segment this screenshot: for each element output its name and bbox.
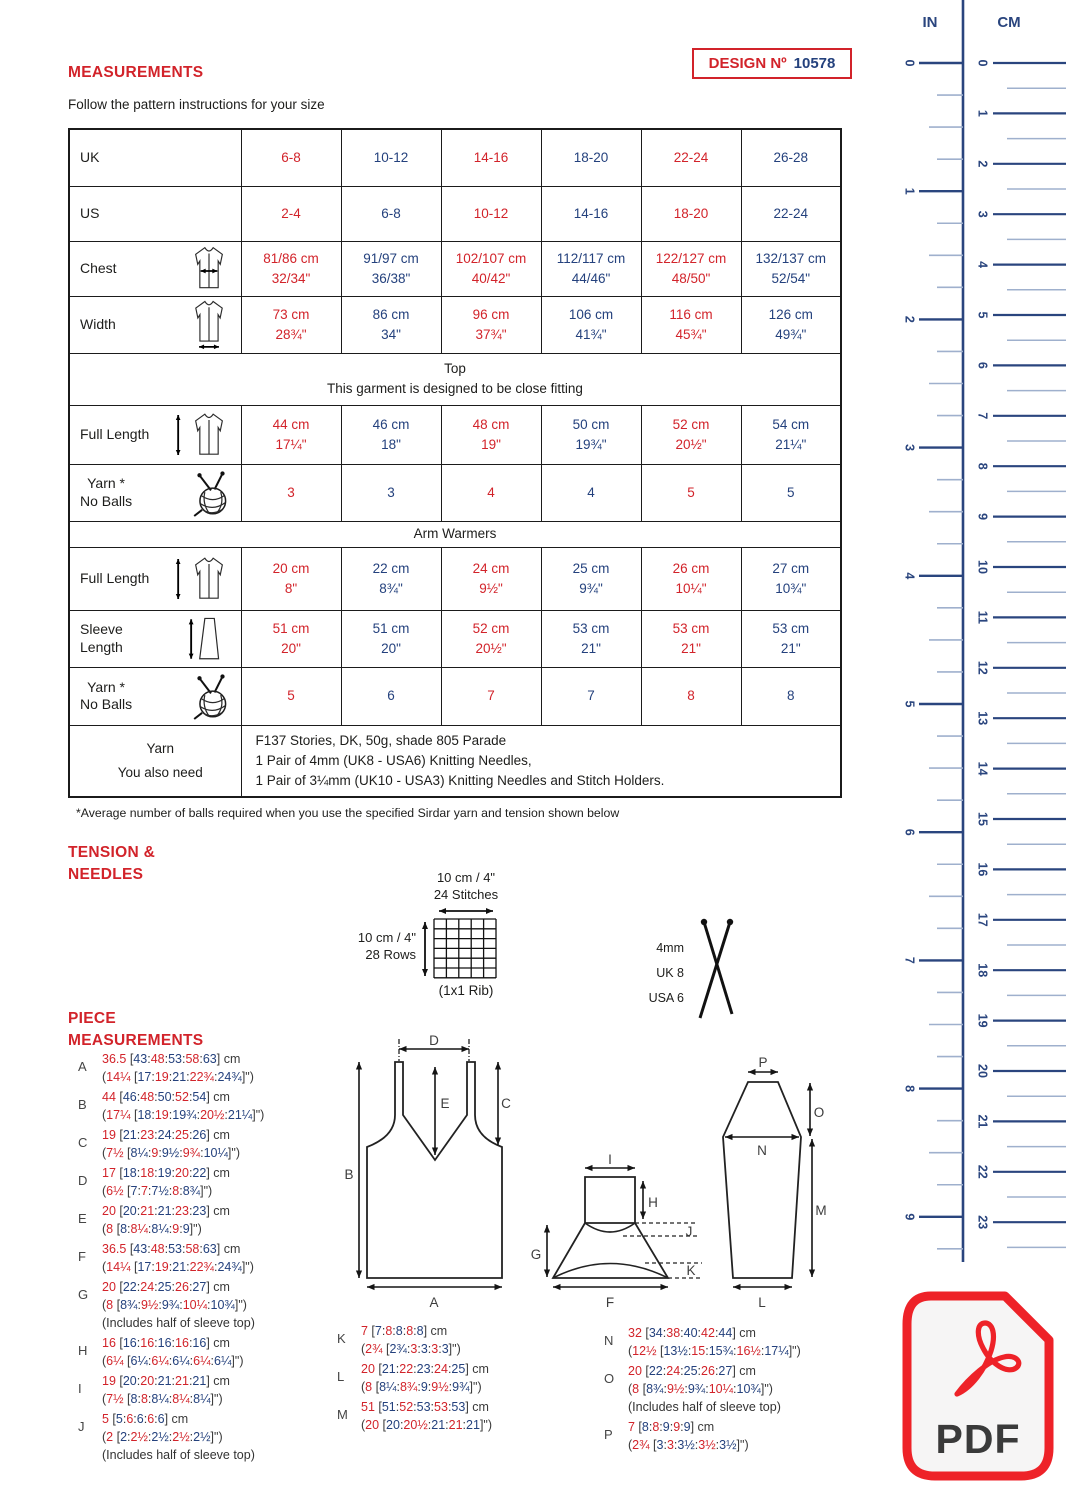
tension-rows-line2: 28 Rows (365, 947, 416, 962)
piece-heading-line2: MEASUREMENTS (68, 1032, 204, 1049)
needle-size-usa: USA 6 (648, 991, 684, 1005)
svg-text:3: 3 (975, 210, 990, 218)
measure-value: 3 (241, 464, 341, 521)
svg-text:19: 19 (975, 1013, 990, 1028)
pdf-badge[interactable] (901, 1290, 1055, 1487)
measure-value: 50 cm 19¾" (541, 405, 641, 464)
pdf-label: PDF (935, 1416, 1021, 1462)
piece-values: 44 [46:48:50:52:54] cm (17¼ [18:19:19¾:20½:21¼]") (102, 1090, 265, 1122)
piece-item-K (337, 1322, 492, 1358)
piece-list-a-j (78, 1050, 264, 1466)
section-cell: Top This garment is designed to be close fitting (69, 353, 841, 405)
measure-value: 2-4 (241, 186, 341, 241)
piece-item-D (78, 1164, 264, 1200)
svg-text:4: 4 (975, 261, 990, 269)
svg-text:IN: IN (922, 14, 938, 31)
measure-value: 51 cm 20" (341, 610, 441, 667)
svg-text:7: 7 (902, 956, 917, 964)
measure-value: 112/117 cm 44/46" (541, 241, 641, 296)
measure-label: US (69, 186, 241, 241)
svg-text:7: 7 (975, 412, 990, 420)
svg-text:D: D (429, 1035, 439, 1048)
measure-value: 5 (641, 464, 741, 521)
svg-text:6: 6 (975, 361, 990, 369)
svg-text:15: 15 (975, 812, 990, 826)
design-label: DESIGN Nº (708, 55, 787, 72)
measure-value: 46 cm 18" (341, 405, 441, 464)
measure-value: 53 cm 21" (741, 610, 841, 667)
measure-label: Yarn * No Balls (69, 464, 241, 521)
svg-text:I: I (608, 1152, 612, 1167)
design-number: 10578 (793, 55, 836, 72)
piece-item-C (78, 1126, 264, 1162)
piece-item-E (78, 1202, 264, 1238)
sleeve-length-icon (186, 614, 234, 664)
svg-text:6: 6 (902, 828, 917, 836)
measure-value: 5 (241, 667, 341, 725)
piece-measurements-heading (68, 1008, 203, 1052)
piece-item-J (78, 1410, 264, 1464)
svg-text:10: 10 (975, 560, 990, 574)
measure-value: 53 cm 21" (541, 610, 641, 667)
measure-value: 27 cm 10¾" (741, 547, 841, 610)
measure-value: 4 (541, 464, 641, 521)
measure-value: 122/127 cm 48/50" (641, 241, 741, 296)
needle-sizes (612, 936, 684, 1011)
svg-text:8: 8 (902, 1085, 917, 1093)
svg-text:L: L (758, 1295, 766, 1310)
measure-value: 18-20 (641, 186, 741, 241)
tension-swatch-grid (433, 918, 497, 984)
measure-value: 102/107 cm 40/42" (441, 241, 541, 296)
yarn-info-text: F137 Stories, DK, 50g, shade 805 Parade 1 Pair of 4mm (UK8 - USA6) Knitting Needles, 1 Pair of 3¼mm (UK10 - USA3) Knitting Needles and Stitch Holders. (241, 725, 841, 797)
measure-row (69, 186, 841, 241)
measure-value: 132/137 cm 52/54" (741, 241, 841, 296)
svg-text:1: 1 (902, 187, 917, 195)
svg-text:K: K (686, 1263, 696, 1278)
measure-label: Sleeve Length (69, 610, 241, 667)
svg-text:F: F (605, 1295, 615, 1310)
svg-text:11: 11 (975, 610, 990, 625)
piece-item-N (604, 1324, 801, 1360)
svg-text:H: H (648, 1195, 658, 1210)
svg-text:18: 18 (975, 963, 990, 978)
piece-letter: F (78, 1249, 86, 1264)
svg-text:C: C (501, 1096, 511, 1111)
svg-text:B: B (344, 1167, 354, 1182)
measure-value: 5 (741, 464, 841, 521)
svg-text:A: A (429, 1295, 439, 1310)
measure-row (69, 464, 841, 521)
tension-rows-label (344, 929, 416, 963)
svg-text:9: 9 (902, 1213, 917, 1221)
measure-label: Full Length (69, 405, 241, 464)
svg-text:0: 0 (902, 59, 917, 67)
piece-letter: I (78, 1381, 82, 1396)
measure-row (69, 547, 841, 610)
piece-values: 7 [7:8:8:8:8] cm (2¾ [2¾:3:3:3:3]") (361, 1324, 461, 1356)
piece-values: 20 [22:24:25:26:27] cm (8 [8¾:9½:9¾:10¼:10¾]") (Includes half of sleeve top) (102, 1280, 255, 1330)
measure-label: UK (69, 129, 241, 186)
measure-value: 18-20 (541, 129, 641, 186)
measure-value: 91/97 cm 36/38" (341, 241, 441, 296)
piece-list-n-p (604, 1324, 801, 1456)
measure-value: 8 (741, 667, 841, 725)
measure-value: 81/86 cm 32/34" (241, 241, 341, 296)
piece-letter: L (337, 1369, 345, 1384)
yarn-ball-icon (188, 468, 234, 518)
tension-rib-caption: (1x1 Rib) (438, 983, 494, 998)
measure-value: 25 cm 9¾" (541, 547, 641, 610)
svg-text:G: G (530, 1247, 542, 1262)
svg-text:20: 20 (975, 1064, 990, 1078)
measure-row (69, 610, 841, 667)
piece-letter: B (78, 1097, 87, 1112)
svg-text:16: 16 (975, 862, 990, 877)
measure-label: Yarn * No Balls (69, 667, 241, 725)
measure-value: 6-8 (241, 129, 341, 186)
piece-letter: A (78, 1059, 87, 1074)
svg-text:21: 21 (975, 1114, 990, 1129)
piece-letter: M (337, 1407, 348, 1422)
piece-item-F (78, 1240, 264, 1276)
piece-letter: J (78, 1419, 85, 1434)
svg-text:5: 5 (975, 311, 990, 319)
svg-text:5: 5 (902, 700, 917, 708)
measure-row (69, 667, 841, 725)
piece-values: 36.5 [43:48:53:58:63] cm (14¼ [17:19:21:22¾:24¾]") (102, 1052, 254, 1084)
piece-letter: O (604, 1371, 615, 1386)
piece-values: 19 [20:20:21:21:21] cm (7½ [8:8:8¼:8¼:8¼]") (102, 1374, 230, 1406)
piece-item-H (78, 1334, 264, 1370)
ruler (893, 0, 1066, 1283)
rows-arrow (419, 919, 431, 984)
garment-length-icon (174, 555, 234, 603)
svg-text:M: M (815, 1203, 827, 1218)
measure-value: 14-16 (541, 186, 641, 241)
garment-length-icon (174, 411, 234, 459)
measure-row (69, 296, 841, 353)
measure-value: 86 cm 34" (341, 296, 441, 353)
measure-value: 22-24 (741, 186, 841, 241)
measure-value: 14-16 (441, 129, 541, 186)
piece-list-k-m (337, 1322, 492, 1436)
svg-text:8: 8 (975, 462, 990, 470)
svg-text:14: 14 (975, 761, 990, 776)
measure-value: 106 cm 41¾" (541, 296, 641, 353)
piece-values: 19 [21:23:24:25:26] cm (7½ [8¼:9:9½:9¾:10¼]") (102, 1128, 240, 1160)
yarn-info-label: Yarn You also need (69, 725, 241, 797)
measure-value: 44 cm 17¼" (241, 405, 341, 464)
measure-value: 54 cm 21¼" (741, 405, 841, 464)
garment-chest-icon (184, 245, 234, 292)
measure-value: 10-12 (341, 129, 441, 186)
piece-letter: G (78, 1287, 89, 1302)
piece-values: 20 [20:21:21:23:23] cm (8 [8:8¼:8¼:9:9]") (102, 1204, 230, 1236)
measurements-heading: MEASUREMENTS (68, 64, 204, 81)
measure-value: 51 cm 20" (241, 610, 341, 667)
piece-letter: N (604, 1333, 614, 1348)
measure-row (69, 405, 841, 464)
svg-text:22: 22 (975, 1164, 990, 1179)
measure-value: 48 cm 19" (441, 405, 541, 464)
tension-stitches-line2: 24 Stitches (433, 886, 499, 902)
section-cell: Arm Warmers (69, 521, 841, 547)
piece-letter: H (78, 1343, 88, 1358)
svg-text:N: N (757, 1143, 767, 1158)
measure-value: 7 (441, 667, 541, 725)
piece-values: 20 [21:22:23:24:25] cm (8 [8¼:8¾:9:9½:9¾]") (361, 1362, 489, 1394)
design-number-box (692, 48, 852, 79)
measure-value: 3 (341, 464, 441, 521)
svg-text:12: 12 (975, 660, 990, 675)
needle-size-uk: UK 8 (656, 966, 684, 980)
measure-row (69, 129, 841, 186)
tension-stitches-line1: 10 cm / 4" (436, 870, 496, 885)
measure-value: 96 cm 37¾" (441, 296, 541, 353)
measure-value: 20 cm 8" (241, 547, 341, 610)
measure-value: 4 (441, 464, 541, 521)
piece-item-P (604, 1418, 801, 1454)
garment-width-icon (184, 299, 234, 351)
svg-text:O: O (813, 1105, 825, 1120)
svg-text:2: 2 (902, 315, 917, 323)
yarn-info-row (69, 725, 841, 797)
svg-text:4: 4 (902, 572, 917, 580)
tension-heading (68, 842, 155, 886)
measurements-table (68, 128, 842, 798)
measure-value: 73 cm 28¾" (241, 296, 341, 353)
size-instructions: Follow the pattern instructions for your size (68, 97, 325, 112)
measure-row (69, 241, 841, 296)
tension-heading-line1: TENSION & (68, 844, 156, 861)
measure-value: 6-8 (341, 186, 441, 241)
svg-text:0: 0 (975, 59, 990, 67)
yarn-ball-icon (188, 671, 234, 721)
measure-value: 26-28 (741, 129, 841, 186)
measure-value: 53 cm 21" (641, 610, 741, 667)
measure-value: 10-12 (441, 186, 541, 241)
piece-heading-line1: PIECE (68, 1010, 117, 1027)
tension-heading-line2: NEEDLES (68, 866, 144, 883)
tension-stitches-label (398, 870, 534, 903)
svg-text:J: J (685, 1224, 693, 1239)
svg-text:23: 23 (975, 1215, 990, 1230)
measure-value: 24 cm 9½" (441, 547, 541, 610)
piece-values: 16 [16:16:16:16:16] cm (6¼ [6¼:6¼:6¼:6¼:6¼]") (102, 1336, 244, 1368)
svg-text:9: 9 (975, 513, 990, 521)
measure-value: 8 (641, 667, 741, 725)
measure-value: 22-24 (641, 129, 741, 186)
tension-rows-line1: 10 cm / 4" (357, 930, 416, 945)
measurements-table-grid (68, 128, 842, 798)
measure-label: Width (69, 296, 241, 353)
needle-size-mm: 4mm (656, 941, 684, 955)
svg-text:E: E (440, 1096, 450, 1111)
piece-letter: C (78, 1135, 88, 1150)
svg-text:17: 17 (975, 912, 990, 927)
measure-value: 7 (541, 667, 641, 725)
piece-values: 7 [8:8:9:9:9] cm (2¾ [3:3:3½:3½:3½]") (628, 1420, 749, 1452)
measure-label: Chest (69, 241, 241, 296)
piece-diagrams (340, 1035, 888, 1316)
svg-text:1: 1 (975, 109, 990, 117)
measure-value: 26 cm 10¼" (641, 547, 741, 610)
piece-letter: K (337, 1331, 346, 1346)
piece-item-B (78, 1088, 264, 1124)
measure-label: Full Length (69, 547, 241, 610)
piece-letter: P (604, 1427, 613, 1442)
piece-values: 20 [22:24:25:26:27] cm (8 [8¾:9½:9¾:10¼:10¾]") (Includes half of sleeve top) (628, 1364, 781, 1414)
knitting-needles-icon (690, 912, 746, 1029)
measure-value: 126 cm 49¾" (741, 296, 841, 353)
piece-values: 51 [51:52:53:53:53] cm (20 [20:20½:21:21:21]") (361, 1400, 493, 1432)
measure-value: 6 (341, 667, 441, 725)
measure-value: 22 cm 8¾" (341, 547, 441, 610)
balls-footnote: *Average number of balls required when you use the specified Sirdar yarn and tension shown below (76, 806, 620, 820)
measure-value: 116 cm 45¾" (641, 296, 741, 353)
svg-text:2: 2 (975, 160, 990, 168)
piece-letter: D (78, 1173, 88, 1188)
svg-text:13: 13 (975, 711, 990, 726)
section-row (69, 521, 841, 547)
piece-item-L (337, 1360, 492, 1396)
piece-values: 5 [5:6:6:6:6] cm (2 [2:2½:2½:2½:2½]") (Includes half of sleeve top) (102, 1412, 255, 1462)
piece-values: 17 [18:18:19:20:22] cm (6½ [7:7:7½:8:8¾]") (102, 1166, 230, 1198)
piece-letter: E (78, 1211, 87, 1226)
piece-item-O (604, 1362, 801, 1416)
measure-value: 52 cm 20½" (441, 610, 541, 667)
section-row (69, 353, 841, 405)
svg-text:3: 3 (902, 444, 917, 452)
piece-values: 36.5 [43:48:53:58:63] cm (14¼ [17:19:21:22¾:24¾]") (102, 1242, 254, 1274)
measure-value: 52 cm 20½" (641, 405, 741, 464)
piece-item-A (78, 1050, 264, 1086)
svg-text:CM: CM (997, 14, 1021, 31)
svg-text:P: P (758, 1055, 768, 1070)
piece-item-M (337, 1398, 492, 1434)
piece-item-G (78, 1278, 264, 1332)
piece-item-I (78, 1372, 264, 1408)
piece-values: 32 [34:38:40:42:44] cm (12½ [13½:15:15¾:16½:17¼]") (628, 1326, 801, 1358)
